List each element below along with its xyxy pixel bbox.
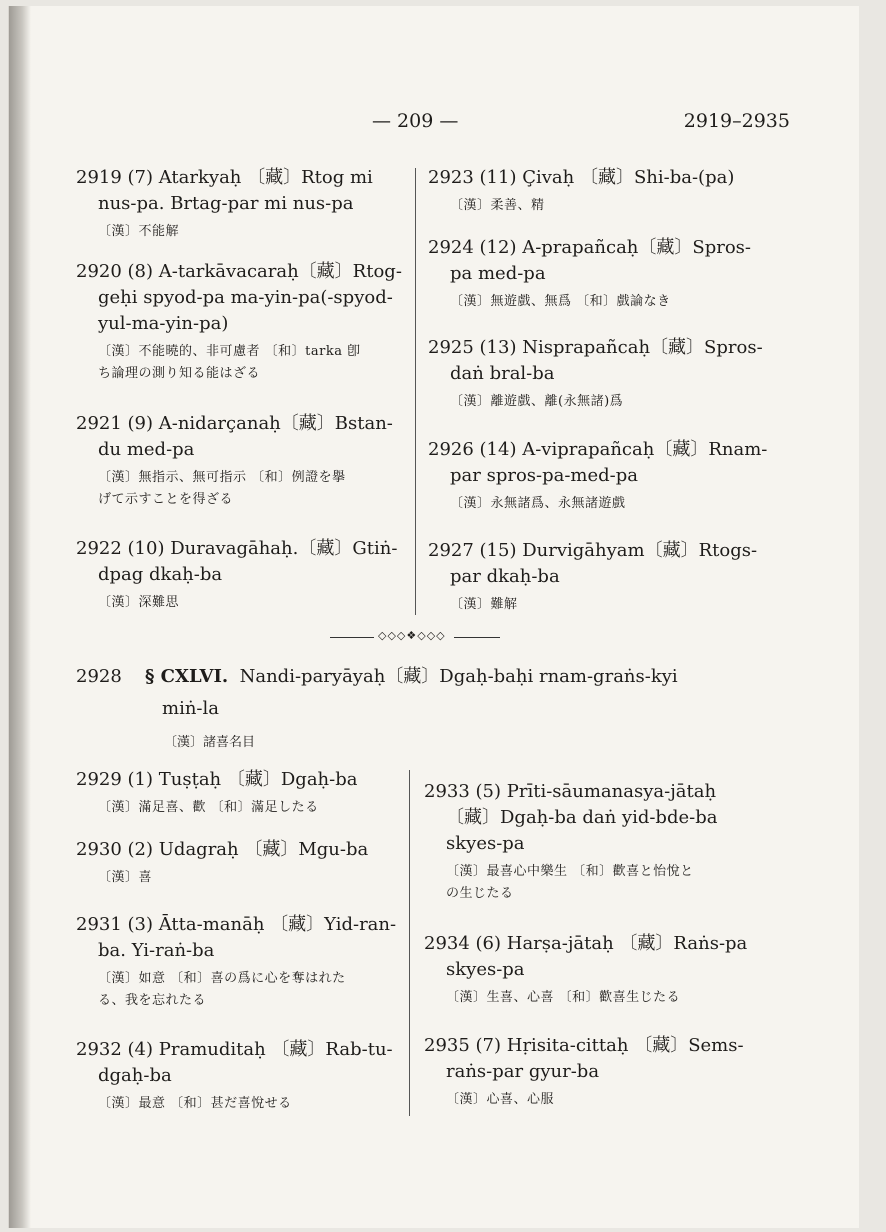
- entry-gloss: 〔漢〕生喜、心喜 〔和〕歡喜生じたる: [446, 990, 681, 1005]
- entry-continuation: skyes-pa: [446, 833, 525, 854]
- entry-gloss: る、我を忘れたる: [98, 993, 207, 1008]
- entry-continuation: du med-pa: [98, 439, 195, 460]
- entry-gloss: げて示すことを得ざる: [98, 492, 234, 507]
- divider-line-left: [330, 637, 374, 638]
- divider-line-right: [454, 637, 500, 638]
- entry-2921: [76, 411, 411, 511]
- entry-2927: [428, 538, 773, 616]
- column-rule-bottom: [409, 770, 410, 1116]
- entry-headline: 2935 (7) Hṛisita-cittaḥ 〔藏〕Sems-: [424, 1035, 744, 1056]
- entry-gloss: 〔漢〕柔善、精: [450, 198, 545, 213]
- entry-continuation: pa med-pa: [450, 263, 546, 284]
- entry-headline: 2932 (4) Pramuditaḥ 〔藏〕Rab-tu-: [76, 1039, 393, 1060]
- entry-gloss: 〔漢〕如意 〔和〕喜の爲に心を奪はれた: [98, 971, 346, 986]
- entry-gloss: 〔漢〕深難思: [98, 595, 180, 610]
- entry-gloss: 〔漢〕無遊戲、無爲 〔和〕戲論なき: [450, 294, 671, 309]
- entry-headline: 2933 (5) Prīti-sāumanasya-jātaḥ: [424, 781, 717, 802]
- entry-2931: [76, 912, 406, 1012]
- entry-continuation: nus-pa. Brtag-par mi nus-pa: [98, 193, 354, 214]
- entry-2919: [76, 165, 411, 243]
- entry-headline: 2930 (2) Udagraḥ 〔藏〕Mgu-ba: [76, 839, 369, 860]
- section-title-continuation: miṅ-la: [162, 698, 219, 719]
- entry-2935: [424, 1033, 774, 1111]
- entry-2929: [76, 767, 406, 819]
- entry-gloss: ち論理の測り知る能はざる: [98, 366, 261, 381]
- entry-gloss: 〔漢〕永無諸爲、永無諸遊戲: [450, 496, 626, 511]
- page-header: [62, 110, 790, 140]
- section-title-line: [145, 664, 678, 690]
- section-title: Nandi-paryāyaḥ〔藏〕Dgaḥ-baḥi rnam-graṅs-kyi: [239, 666, 678, 687]
- entry-headline: 2931 (3) Ātta-manāḥ 〔藏〕Yid-ran-: [76, 914, 397, 935]
- entry-2922: [76, 536, 411, 614]
- entry-gloss: 〔漢〕不能解: [98, 224, 180, 239]
- entry-headline: 2926 (14) A-viprapañcaḥ〔藏〕Rnam-: [428, 439, 768, 460]
- ornamental-divider: [330, 629, 500, 644]
- divider-ornament: ◇◇◇❖◇◇◇: [378, 629, 446, 642]
- entry-range: 2919–2935: [683, 110, 790, 132]
- entry-headline: 2923 (11) Çivaḥ 〔藏〕Shi-ba-(pa): [428, 167, 735, 188]
- entry-headline: 2922 (10) Duravagāhaḥ.〔藏〕Gtiṅ-: [76, 538, 398, 559]
- entry-gloss: の生じたる: [446, 886, 514, 901]
- entry-gloss: 〔漢〕最喜心中樂生 〔和〕歡喜と怡悅と: [446, 864, 694, 879]
- entry-headline: 2924 (12) A-prapañcaḥ〔藏〕Spros-: [428, 237, 752, 258]
- entry-gloss: 〔漢〕喜: [98, 870, 153, 885]
- column-rule-top: [415, 168, 416, 615]
- book-spine-shadow: [9, 6, 31, 1228]
- entry-continuation: ba. Yi-raṅ-ba: [98, 940, 215, 961]
- entry-headline: 2927 (15) Durvigāhyam〔藏〕Rtogs-: [428, 540, 758, 561]
- entry-2930: [76, 837, 406, 889]
- section-mark: § CXLVI.: [145, 666, 229, 687]
- entry-headline: 2919 (7) Atarkyaḥ 〔藏〕Rtog mi: [76, 167, 373, 188]
- entry-2933: [424, 779, 774, 905]
- entry-2925: [428, 335, 773, 413]
- entry-continuation: dgaḥ-ba: [98, 1065, 172, 1086]
- entry-headline: 2925 (13) Nisprapañcaḥ〔藏〕Spros-: [428, 337, 763, 358]
- entry-gloss: 〔漢〕難解: [450, 597, 518, 612]
- section-entry-number: 2928: [76, 666, 122, 687]
- entry-headline: 2934 (6) Harṣa-jātaḥ 〔藏〕Raṅs-pa: [424, 933, 748, 954]
- entry-2920: [76, 259, 411, 385]
- entry-headline: 2929 (1) Tuṣṭaḥ 〔藏〕Dgaḥ-ba: [76, 769, 358, 790]
- entry-continuation: geḥi spyod-pa ma-yin-pa(-spyod-: [98, 287, 393, 308]
- section-gloss: 〔漢〕諸喜名目: [164, 735, 256, 750]
- entry-gloss: 〔漢〕不能曉的、非可慮者 〔和〕tarka 卽: [98, 344, 361, 359]
- entry-gloss: 〔漢〕無指示、無可指示 〔和〕例證を擧: [98, 470, 346, 485]
- entry-2923: [428, 165, 773, 217]
- entry-continuation: daṅ bral-ba: [450, 363, 555, 384]
- entry-continuation: skyes-pa: [446, 959, 525, 980]
- entry-continuation: yul-ma-yin-pa): [98, 313, 229, 334]
- entry-gloss: 〔漢〕離遊戲、離(永無諸)爲: [450, 394, 624, 409]
- entry-headline: 2921 (9) A-nidarçanaḥ〔藏〕Bstan-: [76, 413, 393, 434]
- entry-gloss: 〔漢〕最意 〔和〕甚だ喜悅せる: [98, 1096, 292, 1111]
- entry-continuation: 〔藏〕Dgaḥ-ba daṅ yid-bde-ba: [446, 807, 718, 828]
- entry-continuation: raṅs-par gyur-ba: [446, 1061, 600, 1082]
- entry-gloss: 〔漢〕心喜、心服: [446, 1092, 555, 1107]
- entry-continuation: par dkaḥ-ba: [450, 566, 560, 587]
- entry-2934: [424, 931, 774, 1009]
- page-number: — 209 —: [372, 110, 459, 132]
- entry-2926: [428, 437, 773, 515]
- entry-gloss: 〔漢〕滿足喜、歡 〔和〕滿足したる: [98, 800, 319, 815]
- entry-continuation: dpag dkaḥ-ba: [98, 564, 223, 585]
- entry-2932: [76, 1037, 406, 1115]
- entry-continuation: par spros-pa-med-pa: [450, 465, 639, 486]
- entry-headline: 2920 (8) A-tarkāvacaraḥ〔藏〕Rtog-: [76, 261, 402, 282]
- entry-2924: [428, 235, 773, 313]
